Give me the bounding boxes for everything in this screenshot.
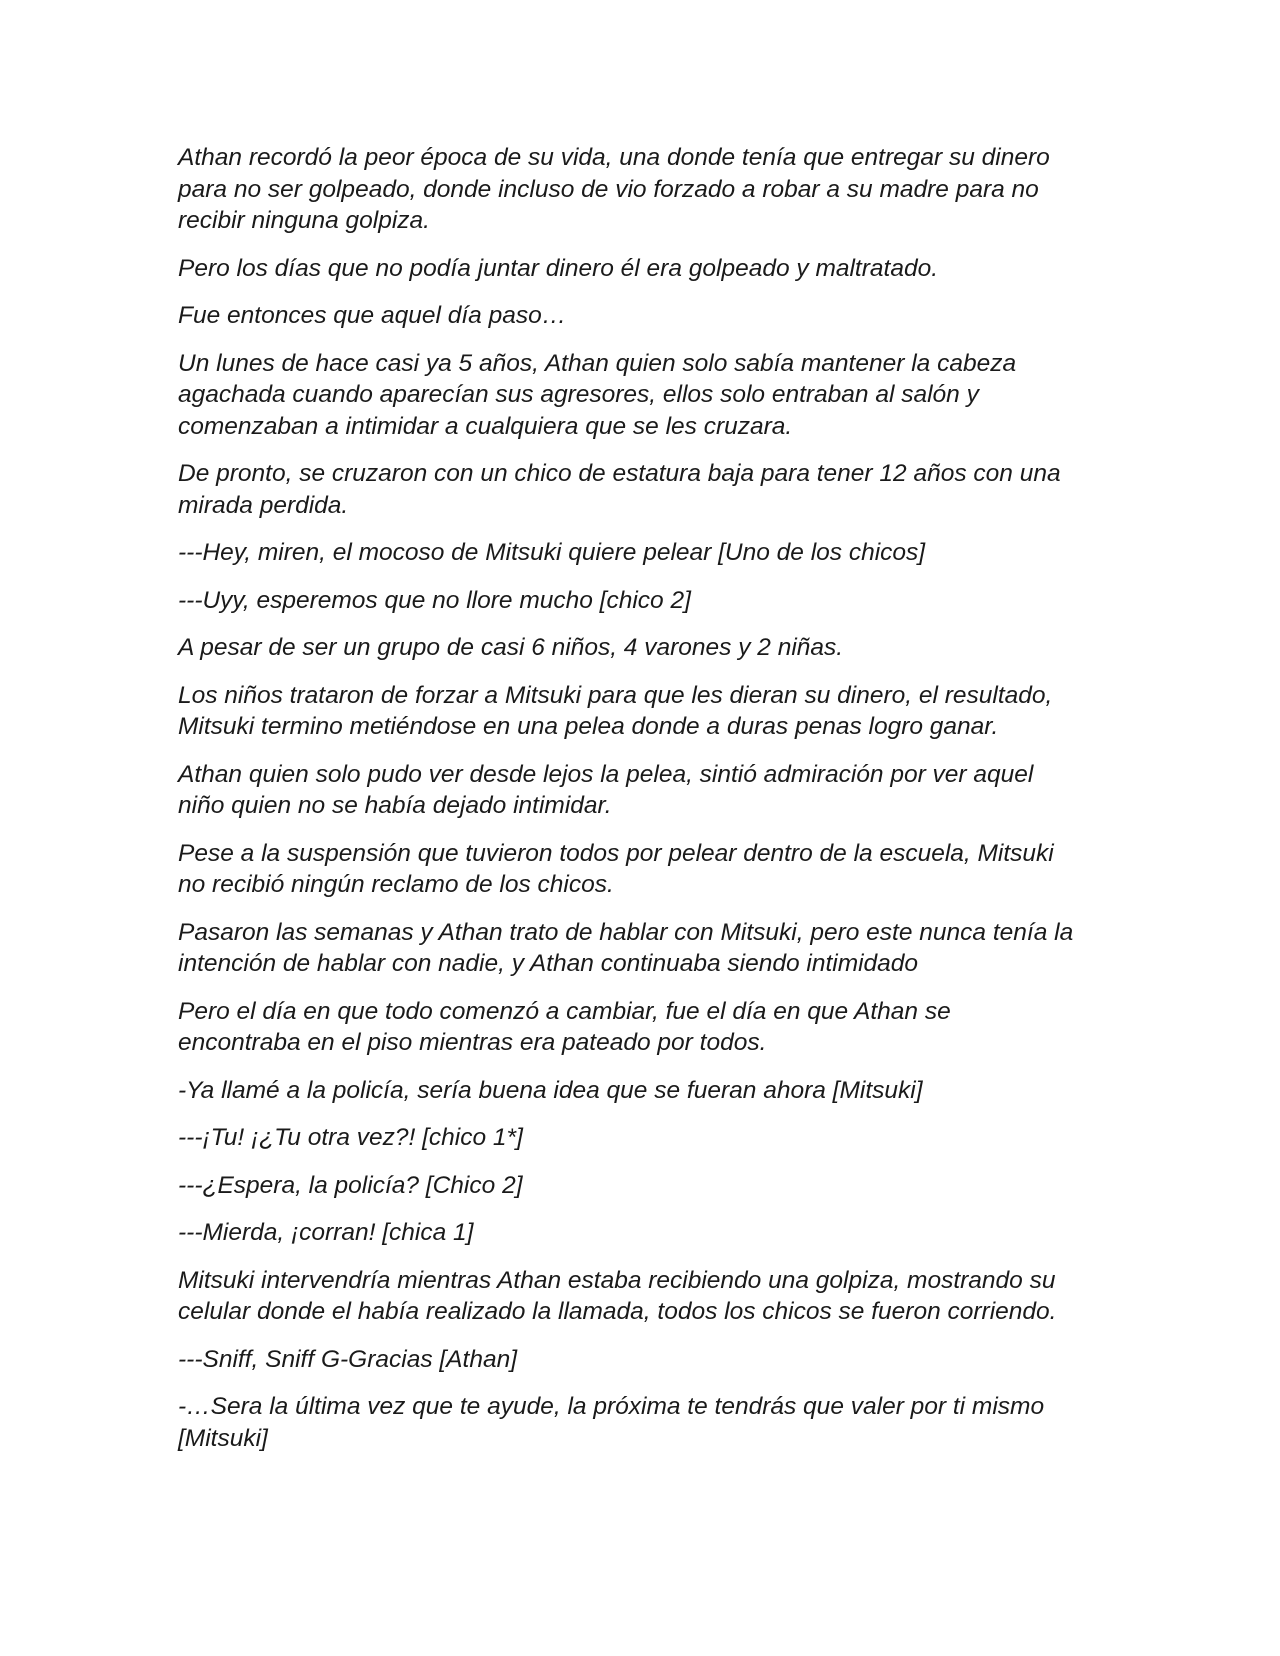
paragraph [178, 1075, 1108, 1107]
text-line: Pero los días que no podía juntar dinero él era golpeado y maltratado. [178, 254, 939, 282]
text-line: Athan quien solo pudo ver desde lejos la pelea, sintió admiración por ver aquel [178, 760, 1034, 788]
paragraph [178, 1265, 1108, 1328]
paragraph [178, 300, 1108, 332]
text-line: Pese a la suspensión que tuvieron todos por pelear dentro de la escuela, Mitsuki [178, 839, 1054, 867]
paragraph [178, 1170, 1108, 1202]
text-line: no recibió ningún reclamo de los chicos. [178, 871, 614, 898]
text-line: agachada cuando aparecían sus agresores, ellos solo entraban al salón y [178, 381, 979, 408]
paragraph [178, 537, 1108, 569]
text-line: ---¡Tu! ¡¿Tu otra vez?! [chico 1*] [178, 1124, 523, 1151]
text-line: ---Uyy, esperemos que no llore mucho [chico 2] [178, 586, 691, 614]
text-line: Pero el día en que todo comenzó a cambiar, fue el día en que Athan se [178, 997, 951, 1025]
text-line: A pesar de ser un grupo de casi 6 niños, 4 varones y 2 niñas. [178, 634, 844, 661]
paragraph [178, 1122, 1108, 1154]
paragraph [178, 458, 1108, 521]
paragraph [178, 585, 1108, 617]
text-line: Mitsuki termino metiéndose en una pelea donde a duras penas logro ganar. [178, 713, 999, 740]
text-line: intención de hablar con nadie, y Athan continuaba siendo intimidado [178, 950, 919, 977]
text-line: Pasaron las semanas y Athan trato de hablar con Mitsuki, pero este nunca tenía la [178, 918, 1074, 946]
paragraph [178, 917, 1108, 980]
text-line: De pronto, se cruzaron con un chico de estatura baja para tener 12 años con una [178, 460, 1061, 487]
document-page [178, 142, 1108, 1470]
paragraph [178, 142, 1108, 237]
text-line: ---Sniff, Sniff G-Gracias [Athan] [178, 1345, 518, 1373]
text-line: Un lunes de hace casi ya 5 años, Athan quien solo sabía mantener la cabeza [178, 349, 1017, 377]
paragraph [178, 680, 1108, 743]
text-line: niño quien no se había dejado intimidar. [178, 792, 612, 819]
text-line: recibir ninguna golpiza. [178, 207, 430, 234]
text-line: celular donde el había realizado la llamada, todos los chicos se fueron corriendo. [178, 1298, 1057, 1325]
text-line: Fue entonces que aquel día paso… [178, 302, 567, 329]
paragraph [178, 759, 1108, 822]
text-line: ---Hey, miren, el mocoso de Mitsuki quiere pelear [Uno de los chicos] [178, 539, 926, 566]
text-line: comenzaban a intimidar a cualquiera que se les cruzara. [178, 412, 793, 440]
text-line: [Mitsuki] [178, 1424, 268, 1452]
paragraph [178, 632, 1108, 664]
paragraph [178, 1344, 1108, 1376]
text-line: ---¿Espera, la policía? [Chico 2] [178, 1171, 523, 1199]
text-line: -…Sera la última vez que te ayude, la próxima te tendrás que valer por ti mismo [178, 1393, 1045, 1420]
text-line: -Ya llamé a la policía, sería buena idea que se fueran ahora [Mitsuki] [178, 1076, 923, 1104]
text-line: Los niños trataron de forzar a Mitsuki para que les dieran su dinero, el resultado, [178, 681, 1053, 709]
paragraph [178, 253, 1108, 285]
text-line: Mitsuki intervendría mientras Athan estaba recibiendo una golpiza, mostrando su [178, 1266, 1056, 1294]
paragraph [178, 1391, 1108, 1454]
paragraph [178, 348, 1108, 443]
text-line: para no ser golpeado, donde incluso de vio forzado a robar a su madre para no [178, 175, 1039, 203]
text-line: ---Mierda, ¡corran! [chica 1] [178, 1219, 474, 1246]
text-line: mirada perdida. [178, 491, 349, 519]
text-line: Athan recordó la peor época de su vida, una donde tenía que entregar su dinero [178, 144, 1050, 171]
text-line: encontraba en el piso mientras era pateado por todos. [178, 1029, 767, 1056]
paragraph [178, 1217, 1108, 1249]
paragraph [178, 838, 1108, 901]
paragraph [178, 996, 1108, 1059]
